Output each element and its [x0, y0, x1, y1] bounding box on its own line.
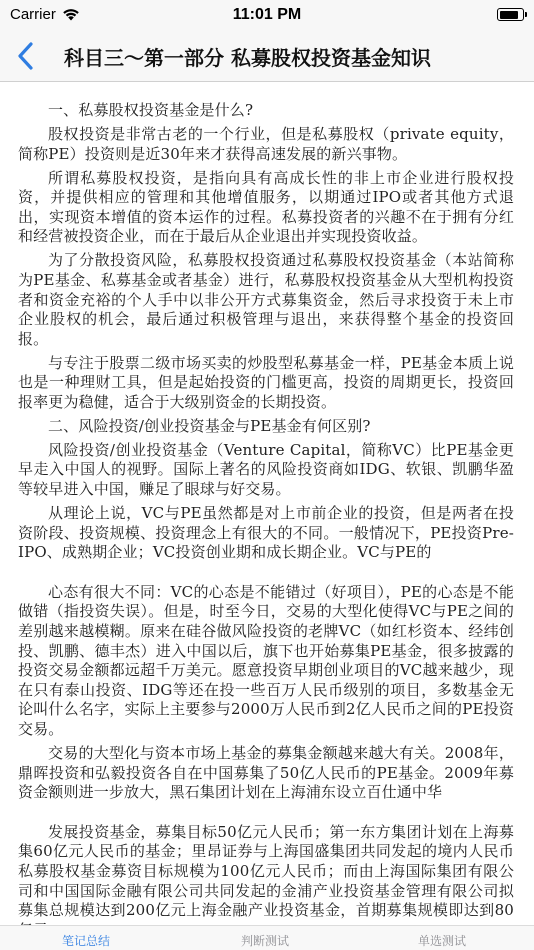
article-paragraph: 股权投资是非常古老的一个行业，但是私募股权（private equity，简称PE）投资则是近30年来才获得高速发展的新兴事物。 — [18, 124, 514, 163]
article-paragraph: 为了分散投资风险，私募股权投资通过私募股权投资基金（本站简称为PE基金、私募基金或者基金）进行，私募股权投资基金从大型机构投资者和资金充裕的个人手中以非公开方式募集资金，然后寻求投资于未上市企业股权的机会，最后通过积极管理与退出，来获得整个基金的投资回报。 — [18, 251, 514, 348]
battery-icon — [497, 8, 524, 21]
carrier-label: Carrier — [10, 6, 56, 23]
tab-single-choice-test[interactable]: 单选测试 — [418, 934, 467, 948]
article-paragraph: 所谓私募股权投资，是指向具有高成长性的非上市企业进行股权投资，并提供相应的管理和其他增值服务，以期通过IPO或者其他方式退出，实现资本增值的资本运作的过程。私募投资者的兴趣不在于拥有分红和经营被投资企业，而在于最后从企业退出并实现投资收益。 — [18, 168, 514, 246]
article-paragraph: 从理论上说，VC与PE虽然都是对上市前企业的投资，但是两者在投资阶段、投资规模、投资理念上有很大的不同。一般情况下，PE投资Pre-IPO、成熟期企业；VC投资创业期和成长期企业。VC与PE的 — [18, 504, 514, 562]
article-content[interactable] — [0, 82, 534, 925]
status-time: 11:01 PM — [232, 6, 302, 23]
chevron-left-icon — [14, 40, 38, 72]
tab-bar — [0, 925, 534, 950]
article-paragraph: 心态有很大不同：VC的心态是不能错过（好项目），PE的心态是不能做错（指投资失误）。但是，时至今日，交易的大型化使得VC与PE之间的差别越来越模糊。原来在硅谷做风险投资的老牌VC（如红杉资本、经纬创投、凯鹏、德丰杰）进入中国以后，旗下也开始募集PE基金，很多披露的投资交易金额都远超千万美元。愿意投资早期创业项目的VC越来越少，现在只有泰山投资、IDG等还在投一些百万人民币级别的项目，多数基金无论叫什么名字，实际上主要参与2000万人民币到2亿人民币之间的PE投资交易。 — [18, 582, 514, 738]
article-paragraph: 交易的大型化与资本市场上基金的募集金额越来越大有关。2008年，鼎晖投资和弘毅投资各自在中国募集了50亿人民币的PE基金。2009年募资金额则进一步放大，黑石集团计划在上海浦东设立百仕通中华 — [18, 743, 514, 802]
navigation-bar — [0, 30, 534, 82]
tab-true-false-test[interactable]: 判断测试 — [241, 934, 290, 948]
page-title: 科目三～第一部分 私募股权投资基金知识 — [64, 46, 431, 70]
battery-level — [500, 11, 519, 19]
article-paragraph: 与专注于股票二级市场买卖的炒股型私募基金一样，PE基金本质上说也是一种理财工具，但是起始投资的门槛更高，投资的周期更长，投资回报率更为稳健，适合于大级别资金的长期投资。 — [18, 353, 514, 411]
article-heading: 一、私募股权投资基金是什么? — [48, 101, 254, 119]
article-paragraph: 风险投资/创业投资基金（Venture Capital，简称VC）比PE基金更早走入中国人的视野。国际上著名的风险投资商如IDG、软银、凯鹏华盈等较早进入中国，赚足了眼球与好交易。 — [18, 440, 514, 499]
tab-notes-summary[interactable]: 笔记总结 — [62, 934, 111, 948]
article-heading: 二、风险投资/创业投资基金与PE基金有何区别? — [48, 416, 371, 435]
back-button[interactable] — [14, 40, 38, 72]
status-bar — [0, 0, 534, 30]
article-paragraph: 发展投资基金，募集目标50亿元人民币；第一东方集团计划在上海募集60亿元人民币的基金；里昂证券与上海国盛集团共同发起的境内人民币私募股权基金募资目标规模为100亿元人民币；而由上海国际集团有限公司和中国国际金融有限公司共同发起的金浦产业投资基金管理有限公司拟募集总规模达到200亿元上海金融产业投资基金，首期募集规模即达到80 — [18, 822, 514, 920]
